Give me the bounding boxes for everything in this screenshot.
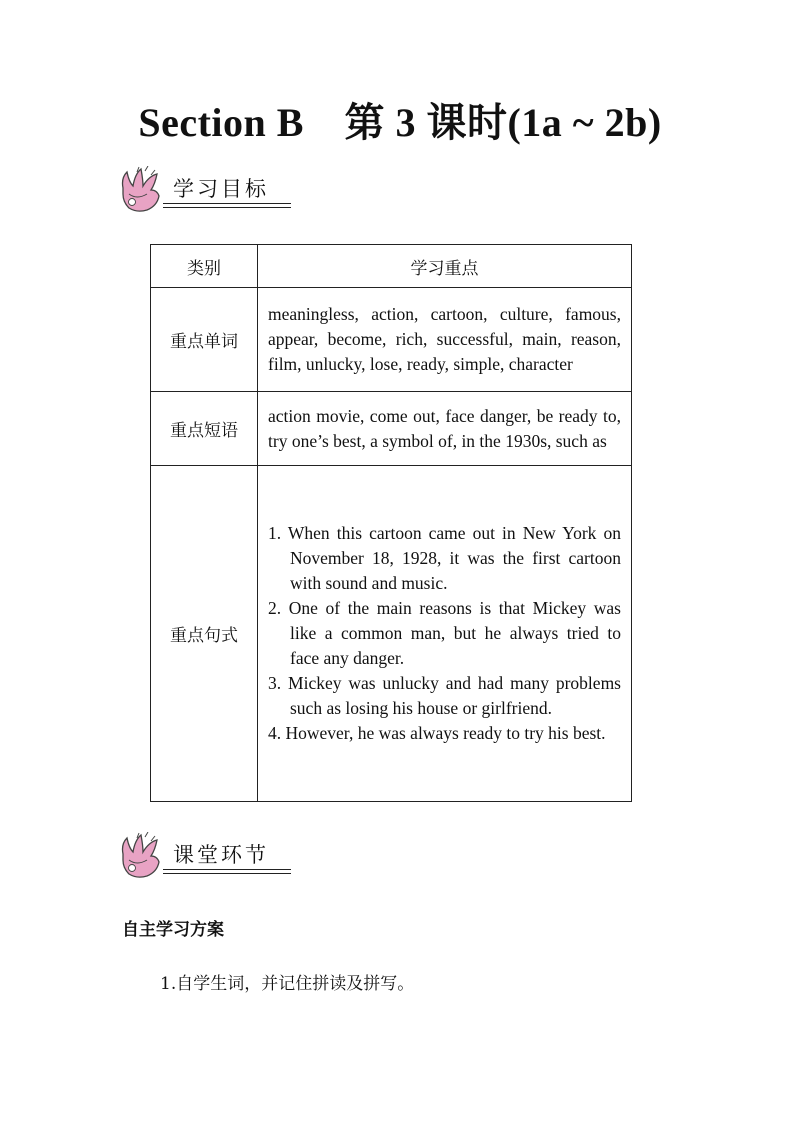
self-study-heading: 自主学习方案 xyxy=(122,920,224,940)
tulip-icon xyxy=(117,166,163,216)
sentence-list xyxy=(268,521,621,746)
list-item: 3. Mickey was unlucky and had many problems such as losing his house or girlfriend. xyxy=(268,673,621,718)
list-item: 4. However, he was always ready to try his best. xyxy=(268,723,606,743)
header-category: 类别 xyxy=(151,245,258,288)
table-header-row xyxy=(151,245,632,288)
row-category: 重点短语 xyxy=(151,392,258,466)
header-focus: 学习重点 xyxy=(258,245,632,288)
table-row xyxy=(151,392,632,466)
row-category: 重点单词 xyxy=(151,288,258,392)
underline-rule xyxy=(163,873,291,874)
underline-rule xyxy=(163,869,291,870)
section-label: 课堂环节 xyxy=(173,843,269,867)
list-item: 1. When this cartoon came out in New York on November 18, 1928, it was the first cartoon with sound and music. xyxy=(268,523,621,593)
goals-table xyxy=(150,244,632,802)
section-heading-class xyxy=(117,832,307,882)
underline-rule xyxy=(163,203,291,204)
task-item: 1.自学生词，并记住拼读及拼写。 xyxy=(160,974,415,994)
page-title: Section B 第 3 课时(1a ~ 2b) xyxy=(138,100,662,145)
table-row xyxy=(151,466,632,802)
row-content xyxy=(258,466,632,802)
row-content: meaningless, action, cartoon, culture, famous, appear, become, rich, successful, main, reason, film, unlucky, lose, ready, simple, character xyxy=(258,288,632,392)
underline-rule xyxy=(163,207,291,208)
row-content: action movie, come out, face danger, be ready to, try one’s best, a symbol of, in the 1930s, such as xyxy=(258,392,632,466)
list-item: 2. One of the main reasons is that Mickey was like a common man, but he always tried to face any danger. xyxy=(268,598,621,668)
section-label: 学习目标 xyxy=(173,177,269,201)
row-category: 重点句式 xyxy=(151,466,258,802)
section-heading-goals xyxy=(117,166,307,216)
table-row xyxy=(151,288,632,392)
tulip-icon xyxy=(117,832,163,882)
